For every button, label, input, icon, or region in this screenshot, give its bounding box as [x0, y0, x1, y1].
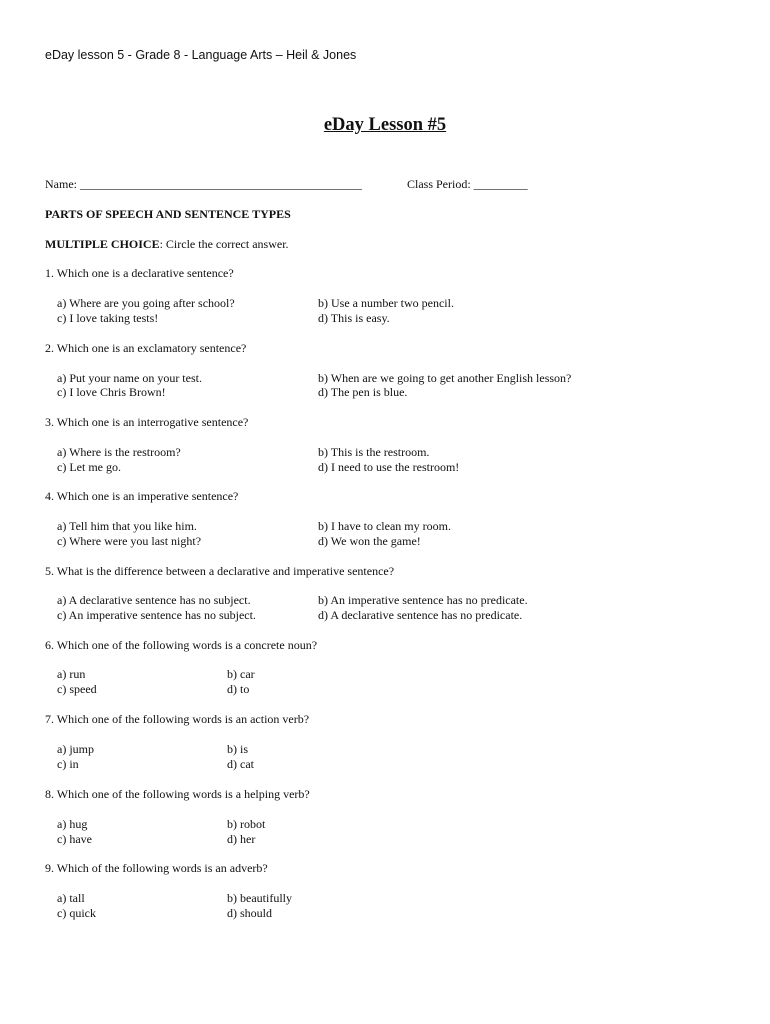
question-6: 6. Which one of the following words is a concrete noun?: [45, 638, 318, 652]
q3-option-c[interactable]: c) Let me go.: [57, 460, 121, 474]
section-heading: PARTS OF SPEECH AND SENTENCE TYPES: [45, 207, 291, 221]
q4-option-b[interactable]: b) I have to clean my room.: [318, 519, 451, 533]
q5-option-b[interactable]: b) An imperative sentence has no predicate.: [318, 593, 528, 607]
question-8: 8. Which one of the following words is a helping verb?: [45, 787, 310, 801]
question-3: 3. Which one is an interrogative sentence?: [45, 415, 249, 429]
q5-option-a[interactable]: a) A declarative sentence has no subject.: [57, 593, 251, 607]
q1-option-c[interactable]: c) I love taking tests!: [57, 311, 159, 325]
q6-option-a[interactable]: a) run: [57, 667, 86, 681]
question-5: 5. What is the difference between a declarative and imperative sentence?: [45, 564, 395, 578]
q7-option-d[interactable]: d) cat: [227, 757, 254, 771]
q8-option-b[interactable]: b) robot: [227, 817, 266, 831]
q6-option-b[interactable]: b) car: [227, 667, 255, 681]
q3-option-a[interactable]: a) Where is the restroom?: [57, 445, 181, 459]
q7-option-a[interactable]: a) jump: [57, 742, 94, 756]
question-9: 9. Which of the following words is an adverb?: [45, 861, 268, 875]
instructions-label: MULTIPLE CHOICE: [45, 237, 160, 251]
q2-option-a[interactable]: a) Put your name on your test.: [57, 371, 202, 385]
page-header: eDay lesson 5 - Grade 8 - Language Arts – Heil & Jones: [45, 48, 357, 62]
q7-option-c[interactable]: c) in: [57, 757, 79, 771]
q9-option-d[interactable]: d) should: [227, 906, 272, 920]
q5-option-d[interactable]: d) A declarative sentence has no predicate.: [318, 608, 523, 622]
name-row: [45, 177, 528, 192]
q4-option-c[interactable]: c) Where were you last night?: [57, 534, 202, 548]
q2-option-c[interactable]: c) I love Chris Brown!: [57, 385, 166, 399]
q5-option-c[interactable]: c) An imperative sentence has no subject.: [57, 608, 256, 622]
q4-option-d[interactable]: d) We won the game!: [318, 534, 421, 548]
q8-option-d[interactable]: d) her: [227, 832, 256, 846]
q7-option-b[interactable]: b) is: [227, 742, 248, 756]
instructions-text: : Circle the correct answer.: [159, 237, 289, 251]
question-1: 1. Which one is a declarative sentence?: [45, 266, 234, 280]
instructions: [45, 237, 289, 252]
q9-option-a[interactable]: a) tall: [57, 891, 85, 905]
q6-option-c[interactable]: c) speed: [57, 682, 97, 696]
q4-option-a[interactable]: a) Tell him that you like him.: [57, 519, 197, 533]
q1-option-d[interactable]: d) This is easy.: [318, 311, 390, 325]
q1-option-b[interactable]: b) Use a number two pencil.: [318, 296, 454, 310]
q2-option-d[interactable]: d) The pen is blue.: [318, 385, 408, 399]
q6-option-d[interactable]: d) to: [227, 682, 250, 696]
q1-option-a[interactable]: a) Where are you going after school?: [57, 296, 235, 310]
q9-option-c[interactable]: c) quick: [57, 906, 96, 920]
q8-option-c[interactable]: c) have: [57, 832, 92, 846]
question-7: 7. Which one of the following words is an action verb?: [45, 712, 310, 726]
class-period-line: Class Period: _________: [407, 177, 528, 191]
name-field-line: Name: _______________________________________________: [45, 177, 362, 191]
q3-option-d[interactable]: d) I need to use the restroom!: [318, 460, 460, 474]
page-title: eDay Lesson #5: [323, 115, 447, 135]
q3-option-b[interactable]: b) This is the restroom.: [318, 445, 430, 459]
q2-option-b[interactable]: b) When are we going to get another English lesson?: [318, 371, 572, 385]
q8-option-a[interactable]: a) hug: [57, 817, 88, 831]
question-2: 2. Which one is an exclamatory sentence?: [45, 341, 247, 355]
q9-option-b[interactable]: b) beautifully: [227, 891, 292, 905]
question-4: 4. Which one is an imperative sentence?: [45, 489, 239, 503]
